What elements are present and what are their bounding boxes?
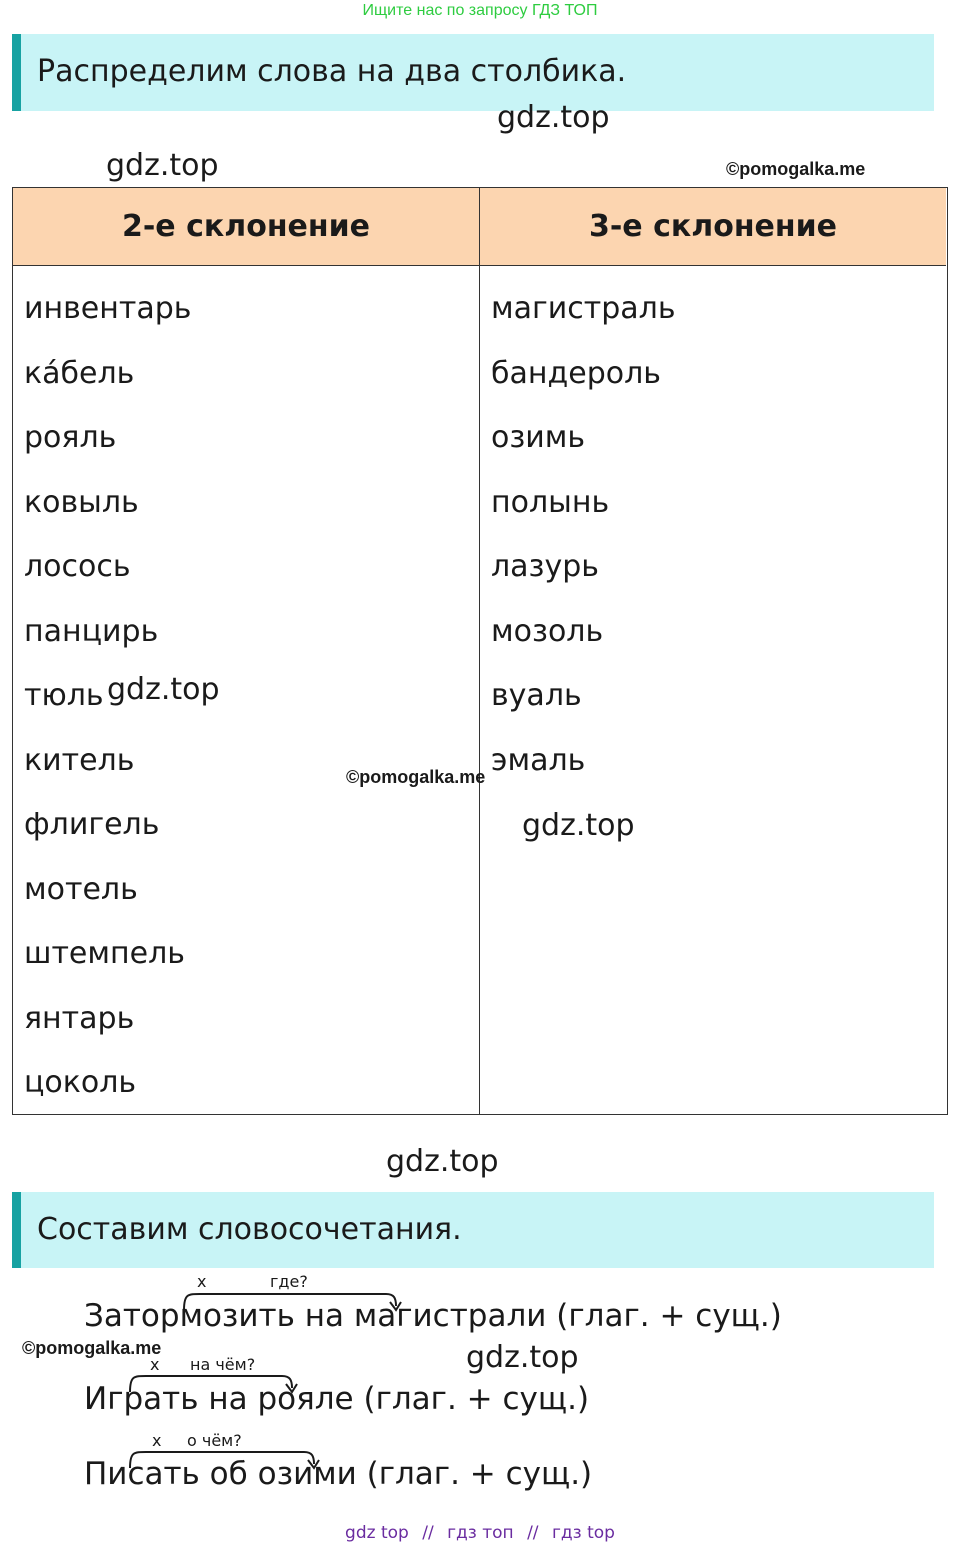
word-item: рояль [24,420,117,455]
column-header: 3-е склонение [480,188,946,266]
watermark-pomogalka: ©pomogalka.me [726,159,866,179]
word-item: панцирь [24,613,159,649]
word-item: мотель [24,871,138,907]
watermark-gdz: gdz.top [497,100,610,135]
column-3rd-declension [480,188,946,1114]
word-item: ковыль [24,484,139,520]
question-label: на чём? [190,1355,256,1374]
word-item: полынь [491,484,610,520]
column-header: 2-е склонение [13,188,479,266]
section-title: Составим словосочетания. [37,1212,462,1247]
word-item: магистраль [491,291,676,326]
word-item: эмаль [491,742,586,778]
footer-separator: // [422,1523,434,1543]
word-item: цоколь [24,1065,137,1100]
watermark-pomogalka: ©pomogalka.me [346,767,486,787]
section-header-distribute [12,34,934,111]
word-item: бандероль [491,355,661,391]
footer-separator: // [527,1523,539,1543]
footer-link[interactable]: gdz top [345,1523,409,1543]
watermark-gdz: gdz.top [107,672,220,707]
main-word-mark: x [150,1355,160,1374]
phrase-2: Играть на рояле (глаг. + сущ.) [84,1381,590,1417]
word-item: вуаль [491,678,582,713]
footer-links [0,1523,960,1543]
phrase-3: Писать об озими (глаг. + сущ.) [84,1456,593,1492]
word-item: инвентарь [24,291,192,326]
word-item: флигель [24,807,160,842]
footer-link[interactable]: гдз топ [447,1523,514,1543]
word-item: ка́бель [24,355,135,391]
word-item: тюль [24,678,104,713]
watermark-pomogalka: ©pomogalka.me [22,1338,162,1358]
question-label: где? [270,1272,308,1291]
watermark-gdz: gdz.top [106,148,219,183]
main-word-mark: x [152,1431,162,1450]
footer-link[interactable]: гдз top [551,1523,615,1543]
watermark-gdz: gdz.top [522,808,635,843]
word-list [480,266,946,804]
section-title: Распределим слова на два столбика. [37,54,627,89]
word-item: янтарь [24,1000,135,1036]
search-hint-banner: Ищите нас по запросу ГДЗ ТОП [362,2,598,19]
watermark-gdz: gdz.top [466,1340,579,1375]
question-label: о чём? [187,1431,242,1450]
watermark-gdz: gdz.top [386,1144,499,1179]
word-item: мозоль [491,613,604,649]
word-item: озимь [491,420,586,455]
word-item: лазурь [491,549,599,584]
column-2nd-declension [13,188,480,1114]
word-item: штемпель [24,936,185,971]
word-item: китель [24,742,135,778]
phrase-1: Затормозить на магистрали (глаг. + сущ.) [84,1298,782,1334]
section-header-phrases [12,1192,934,1268]
word-list [13,266,479,1127]
main-word-mark: x [197,1272,207,1291]
declension-table [12,187,948,1115]
word-item: лосось [24,549,131,584]
